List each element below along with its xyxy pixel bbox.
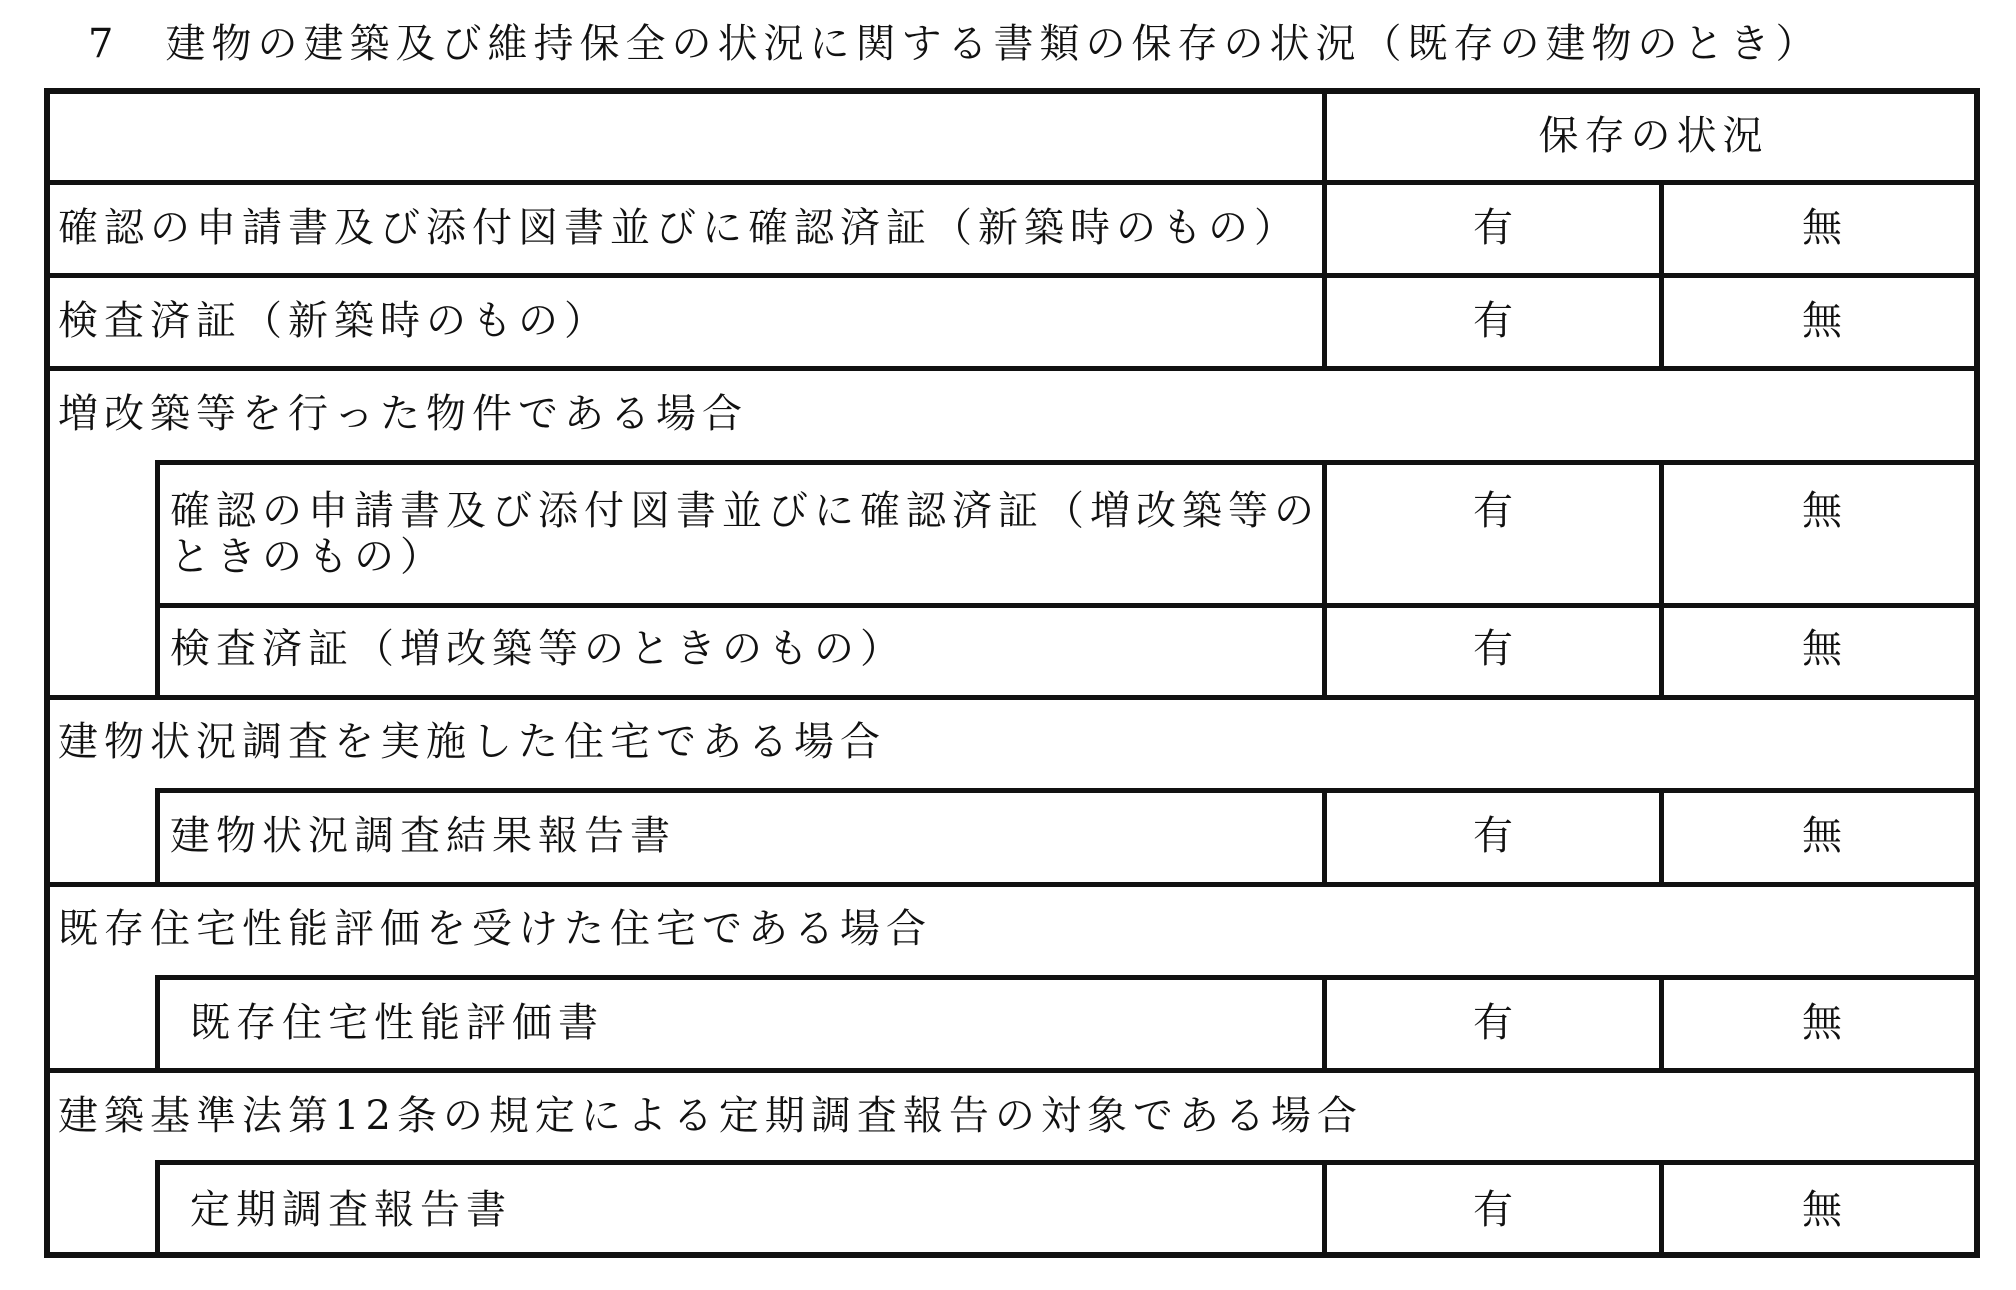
row-label: 定期調査報告書	[190, 1187, 512, 1233]
section-heading: 7 建物の建築及び維持保全の状況に関する書類の保存の状況（既存の建物のとき）	[88, 21, 1822, 67]
table-divider	[44, 1068, 1980, 1073]
group-label: 建築基準法第12条の規定による定期調査報告の対象である場合	[58, 1093, 1363, 1139]
no-option[interactable]: 無	[1802, 1000, 1842, 1046]
group-label: 建物状況調査を実施した住宅である場合	[58, 719, 886, 765]
no-option[interactable]: 無	[1802, 205, 1842, 251]
document-table	[44, 88, 1980, 1258]
table-divider	[44, 180, 1980, 185]
indent-divider	[155, 460, 160, 695]
yes-option[interactable]: 有	[1473, 488, 1513, 534]
table-divider	[44, 882, 1980, 887]
yes-option[interactable]: 有	[1473, 298, 1513, 344]
yes-option[interactable]: 有	[1473, 1000, 1513, 1046]
row-label: 検査済証（増改築等のときのもの）	[170, 626, 906, 672]
yes-option[interactable]: 有	[1473, 1187, 1513, 1233]
group-label: 既存住宅性能評価を受けた住宅である場合	[58, 906, 932, 952]
table-divider	[44, 273, 1980, 278]
row-label: 確認の申請書及び添付図書並びに確認済証（増改築等の	[170, 488, 1320, 534]
row-label: 既存住宅性能評価書	[190, 1000, 604, 1046]
no-option[interactable]: 無	[1802, 298, 1842, 344]
table-divider	[44, 695, 1980, 700]
indent-divider	[155, 788, 160, 882]
no-option[interactable]: 無	[1802, 488, 1842, 534]
table-divider	[157, 975, 1980, 980]
table-divider	[157, 460, 1980, 465]
indent-divider	[155, 975, 160, 1068]
indent-divider	[155, 1160, 160, 1258]
row-label: 確認の申請書及び添付図書並びに確認済証（新築時のもの）	[58, 205, 1300, 251]
table-divider	[157, 788, 1980, 793]
no-option[interactable]: 無	[1802, 1187, 1842, 1233]
yes-option[interactable]: 有	[1473, 626, 1513, 672]
group-label: 増改築等を行った物件である場合	[58, 391, 748, 437]
row-label: 建物状況調査結果報告書	[170, 813, 676, 859]
no-option[interactable]: 無	[1802, 626, 1842, 672]
row-label: 検査済証（新築時のもの）	[58, 298, 610, 344]
row-label-continuation: ときのもの）	[170, 534, 446, 580]
no-option[interactable]: 無	[1802, 813, 1842, 859]
table-divider	[44, 366, 1980, 371]
table-divider	[157, 603, 1980, 608]
status-column-header: 保存の状況	[1538, 113, 1769, 159]
table-divider	[157, 1160, 1980, 1165]
yes-option[interactable]: 有	[1473, 813, 1513, 859]
yes-option[interactable]: 有	[1473, 205, 1513, 251]
